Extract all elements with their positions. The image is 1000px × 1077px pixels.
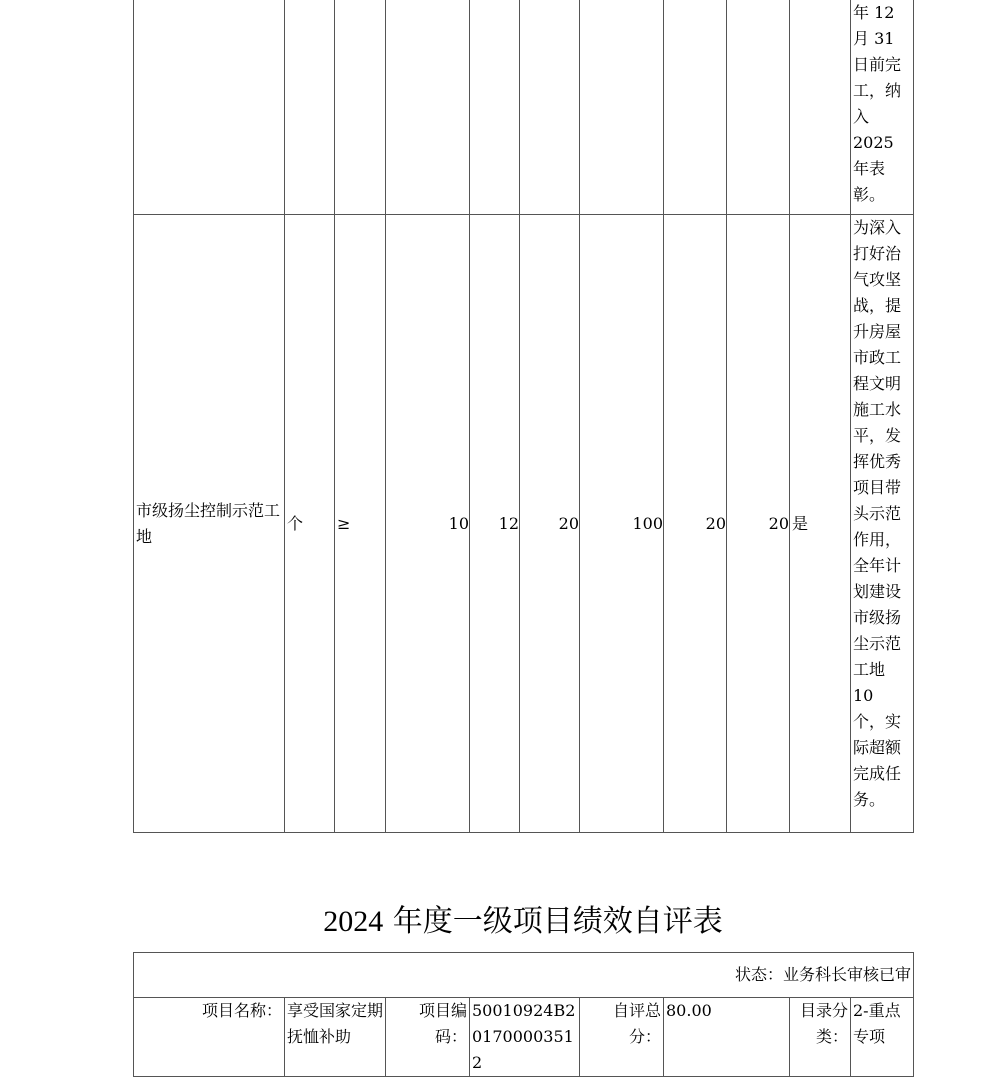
actual-cell xyxy=(470,0,520,215)
operator-cell xyxy=(335,0,386,215)
note-line: 施工水 xyxy=(853,400,902,419)
note-line: 战，提 xyxy=(853,296,902,315)
completion-cell: 100 xyxy=(580,215,664,833)
note-line: 际超额 xyxy=(853,738,902,757)
note-line: 全年计 xyxy=(853,556,902,575)
project-info-row xyxy=(134,998,914,1077)
note-line: 月 31 xyxy=(853,29,895,48)
indicator-cell: 市级扬尘控制示范工地 xyxy=(134,215,285,833)
target-cell xyxy=(386,0,470,215)
indicator-cell xyxy=(134,0,285,215)
note-line: 2025 xyxy=(853,133,894,152)
note-line: 头示范 xyxy=(853,504,902,523)
note-cell xyxy=(851,0,914,215)
note-line: 入 xyxy=(853,107,870,126)
note-line: 务。 xyxy=(853,790,886,809)
note-line: 个，实 xyxy=(853,712,902,731)
project-name-value: 享受国家定期抚恤补助 xyxy=(285,998,386,1077)
page-title xyxy=(0,896,1000,940)
table-row xyxy=(134,215,914,833)
note-line: 日前完 xyxy=(853,55,902,74)
operator-cell: ≥ xyxy=(335,215,386,833)
achieved-cell: 是 xyxy=(790,215,851,833)
unit-cell: 个 xyxy=(285,215,335,833)
note-line: 打好治 xyxy=(853,244,902,263)
note-line: 作用， xyxy=(853,530,902,549)
score-full-cell xyxy=(664,0,727,215)
note-line: 气攻坚 xyxy=(853,270,902,289)
note-line: 彰。 xyxy=(853,185,886,204)
project-code-value: 50010924B201700003512 xyxy=(470,998,580,1077)
note-line: 工地 xyxy=(853,660,886,679)
note-line: 平，发 xyxy=(853,426,902,445)
score-full-cell: 20 xyxy=(664,215,727,833)
actual-cell: 12 xyxy=(470,215,520,833)
status-row xyxy=(134,953,914,998)
note-line: 为深入 xyxy=(853,218,902,237)
completion-cell xyxy=(580,0,664,215)
target-cell: 10 xyxy=(386,215,470,833)
note-line: 挥优秀 xyxy=(853,452,902,471)
title-text: 年度一级项目绩效自评表 xyxy=(392,904,723,939)
self-score-value: 80.00 xyxy=(664,998,790,1077)
note-line: 尘示范 xyxy=(853,634,902,653)
category-value: 2-重点专项 xyxy=(851,998,914,1077)
score-cell: 20 xyxy=(727,215,790,833)
note-line: 完成任 xyxy=(853,764,902,783)
note-cell xyxy=(851,215,914,833)
self-score-label: 自评总分： xyxy=(580,998,664,1077)
note-line: 年表 xyxy=(853,159,886,178)
note-line: 10 xyxy=(853,686,874,705)
note-line: 市政工 xyxy=(853,348,902,367)
note-line: 市级扬 xyxy=(853,608,902,627)
title-year: 2024 xyxy=(323,905,384,938)
table-row xyxy=(134,0,914,215)
note-line: 程文明 xyxy=(853,374,902,393)
performance-table-continued xyxy=(133,0,914,833)
achieved-cell xyxy=(790,0,851,215)
status-text: 状态：业务科长审核已审 xyxy=(134,953,914,998)
note-line: 工，纳 xyxy=(853,81,902,100)
note-line: 年 12 xyxy=(853,3,895,22)
project-info-table xyxy=(133,952,914,1077)
note-line: 划建设 xyxy=(853,582,902,601)
note-line: 升房屋 xyxy=(853,322,902,341)
category-label: 目录分类： xyxy=(790,998,851,1077)
project-code-label: 项目编码： xyxy=(386,998,470,1077)
unit-cell xyxy=(285,0,335,215)
score-cell xyxy=(727,0,790,215)
weight-cell xyxy=(520,0,580,215)
note-line: 项目带 xyxy=(853,478,902,497)
project-name-label: 项目名称： xyxy=(134,998,285,1077)
weight-cell: 20 xyxy=(520,215,580,833)
